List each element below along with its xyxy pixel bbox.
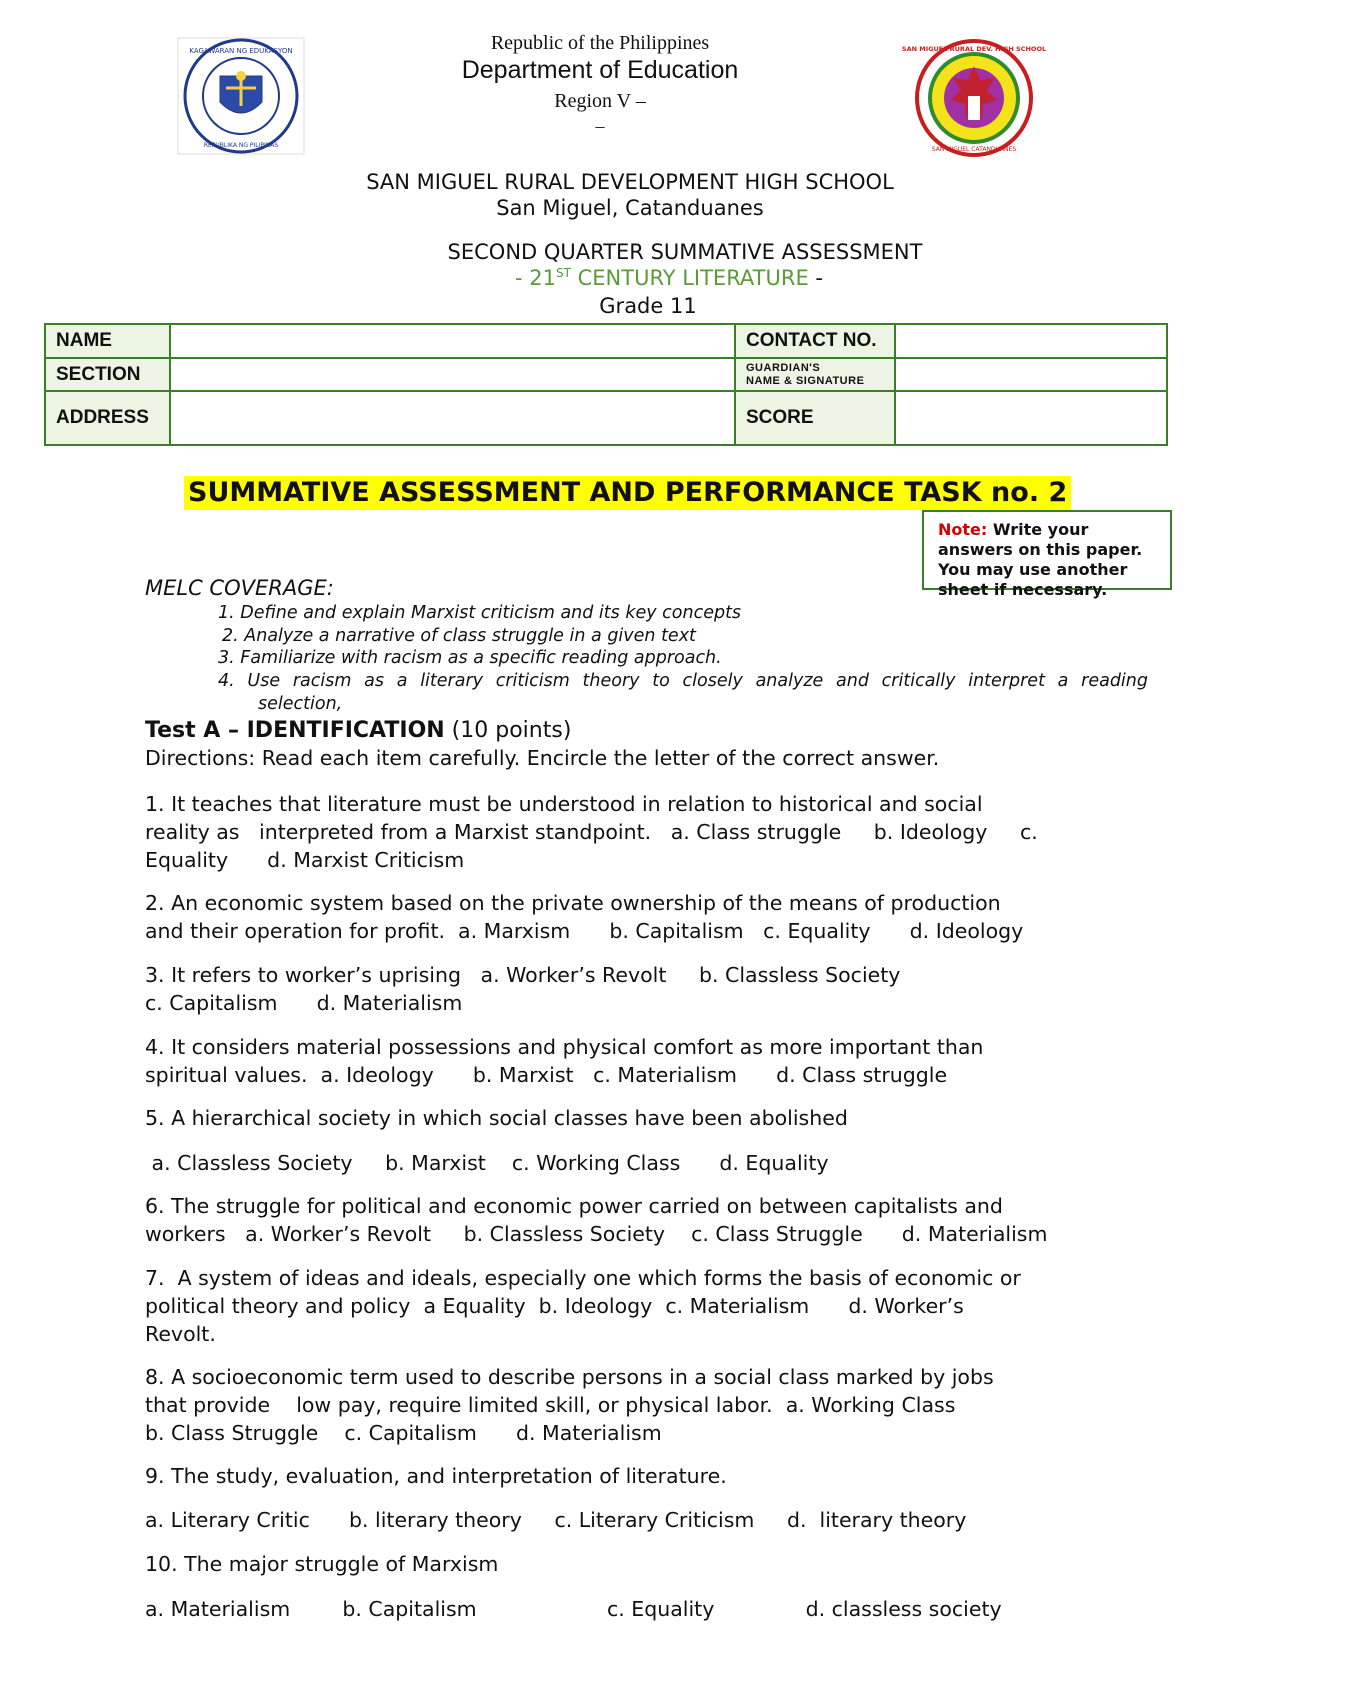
address-field[interactable]	[170, 391, 735, 445]
subject-prefix: - 21	[515, 266, 556, 290]
exam-title: SECOND QUARTER SUMMATIVE ASSESSMENT	[447, 240, 923, 264]
test-a-directions: Directions: Read each item carefully. Encircle the letter of the correct answer.	[145, 746, 940, 770]
name-field[interactable]	[170, 324, 735, 358]
deped-seal-subtext: REPUBLIKA NG PILIPINAS	[203, 142, 279, 149]
melc-item-2: 2. Analyze a narrative of class struggle in a given text	[222, 626, 696, 646]
subject-superscript: ST	[555, 266, 571, 280]
question-5: 5. A hierarchical society in which social classes have been abolished	[145, 1106, 848, 1130]
school-location: San Miguel, Catanduanes	[496, 196, 764, 220]
subject-suffix: -	[815, 266, 823, 290]
subject-title	[0, 266, 1338, 290]
grade-level: Grade 11	[599, 294, 697, 318]
department-line: Department of Education	[461, 56, 739, 84]
deped-seal-text: KAGAWARAN NG EDUKASYON	[189, 47, 293, 55]
subject-name: CENTURY LITERATURE	[570, 266, 816, 290]
guardian-label-line1: GUARDIAN'S	[746, 361, 821, 374]
school-name: SAN MIGUEL RURAL DEVELOPMENT HIGH SCHOOL	[366, 170, 894, 194]
question-4: 4. It considers material possessions and physical comfort as more important than spiritual values. a. Ideology b. Marxist c. Materialism d. Class struggle	[145, 1035, 984, 1087]
melc-heading: MELC COVERAGE:	[145, 576, 334, 600]
section-field[interactable]	[170, 358, 735, 391]
test-a-title	[145, 718, 571, 743]
melc-item-1: 1. Define and explain Marxist criticism and its key concepts	[218, 603, 742, 623]
school-seal-text: SAN MIGUEL RURAL DEV. HIGH SCHOOL	[901, 45, 1047, 53]
student-info-table	[44, 323, 1168, 446]
score-field[interactable]	[895, 391, 1167, 445]
question-7: 7. A system of ideas and ideals, especially one which forms the basis of economic or political theory and policy a Equality b. Ideology c. Materialism d. Worker’s Revolt.	[145, 1266, 1021, 1346]
question-8: 8. A socioeconomic term used to describe persons in a social class marked by jobs that provide low pay, require limited skill, or physical labor. a. Working Class b. Class Struggle c. Capitalism d. Materialism	[145, 1365, 994, 1445]
contact-label: CONTACT NO.	[735, 324, 895, 358]
question-1: 1. It teaches that literature must be understood in relation to historical and social reality as interpreted from a Marxist standpoint. a. Class struggle b. Ideology c. Equality d. Marxist Criticism	[145, 792, 1038, 872]
question-10-choices: a. Materialism b. Capitalism c. Equality d. classless society	[145, 1597, 1002, 1621]
score-label: SCORE	[735, 391, 895, 445]
guardian-label	[735, 358, 895, 391]
question-9-choices: a. Literary Critic b. literary theory c. Literary Criticism d. literary theory	[145, 1508, 967, 1532]
name-label: NAME	[45, 324, 170, 358]
note-box	[922, 510, 1172, 599]
address-label: ADDRESS	[45, 391, 170, 445]
note-label: Note:	[938, 520, 988, 539]
guardian-label-line2: NAME & SIGNATURE	[746, 374, 865, 387]
task-heading: SUMMATIVE ASSESSMENT AND PERFORMANCE TASK no. 2	[184, 476, 1071, 510]
school-seal-subtext: SAN MIGUEL CATANDUANES	[931, 146, 1017, 153]
question-5-choices: a. Classless Society b. Marxist c. Working Class d. Equality	[145, 1151, 829, 1175]
guardian-field[interactable]	[895, 358, 1167, 391]
test-a-points: (10 points)	[444, 718, 572, 743]
melc-item-4: 4. Use racism as a literary criticism theory to closely analyze and critically interpret a reading	[218, 671, 1148, 691]
question-10: 10. The major struggle of Marxism	[145, 1552, 499, 1576]
question-2: 2. An economic system based on the private ownership of the means of production and their operation for profit. a. Marxism b. Capitalism c. Equality d. Ideology	[145, 891, 1024, 943]
division-line: –	[595, 116, 605, 136]
note-line-3: You may use another	[938, 560, 1128, 579]
test-a-title-bold: Test A – IDENTIFICATION	[145, 718, 445, 743]
melc-item-3: 3. Familiarize with racism as a specific reading approach.	[218, 648, 722, 668]
note-line-4: sheet if necessary.	[938, 580, 1108, 599]
contact-field[interactable]	[895, 324, 1167, 358]
question-9: 9. The study, evaluation, and interpretation of literature.	[145, 1464, 727, 1488]
question-6: 6. The struggle for political and economic power carried on between capitalists and workers a. Worker’s Revolt b. Classless Society c. Class Struggle d. Materialism	[145, 1194, 1048, 1246]
note-line-1: Write your	[987, 520, 1089, 539]
section-label: SECTION	[45, 358, 170, 391]
republic-line: Republic of the Philippines	[490, 32, 710, 54]
note-line-2: answers on this paper.	[938, 540, 1143, 559]
region-line: Region V –	[554, 90, 646, 112]
question-3: 3. It refers to worker’s uprising a. Worker’s Revolt b. Classless Society c. Capitalism d. Materialism	[145, 963, 901, 1015]
melc-item-4-continued: selection,	[258, 694, 343, 714]
